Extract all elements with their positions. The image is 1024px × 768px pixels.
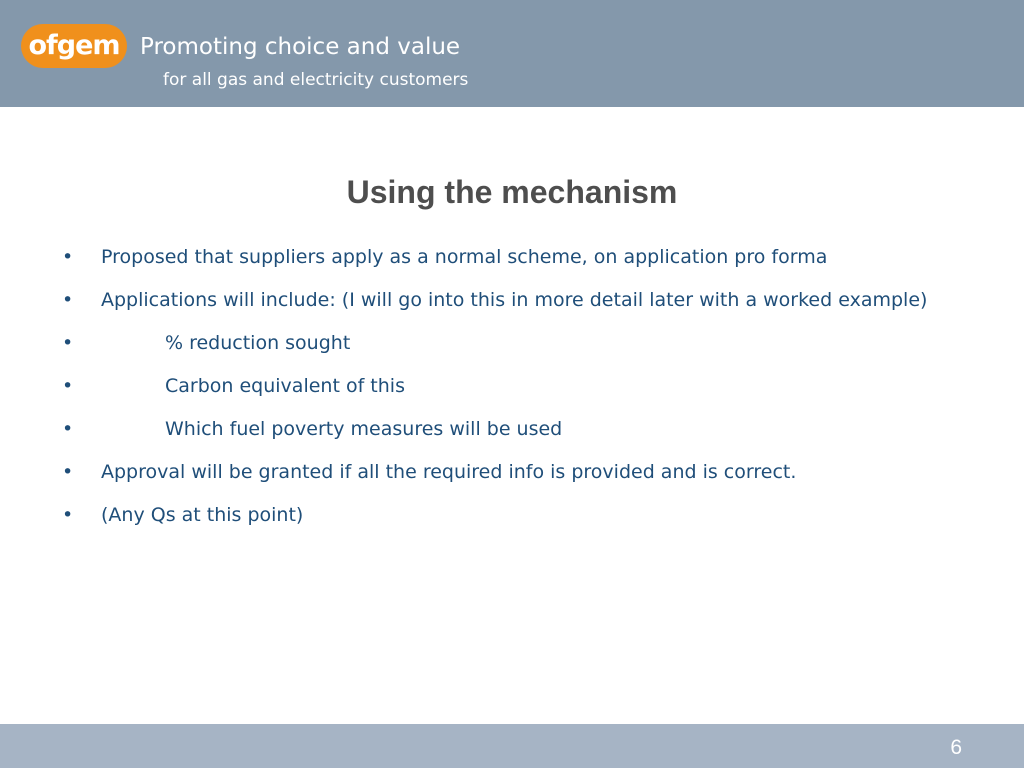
bullet-item: [60, 287, 960, 314]
bullet-item: [60, 459, 960, 486]
bullet-text: (Any Qs at this point): [101, 504, 304, 526]
bullet-dot-icon: •: [62, 289, 74, 311]
logo-text: ofgem: [28, 30, 120, 61]
bullet-item: [60, 330, 960, 357]
tagline-secondary: for all gas and electricity customers: [163, 70, 469, 90]
bullet-item: [60, 502, 960, 529]
bullet-item: [60, 244, 960, 271]
bullet-text: Applications will include: (I will go into this in more detail later with a worked example): [101, 289, 928, 311]
bullet-dot-icon: •: [62, 418, 74, 440]
bullet-text: Approval will be granted if all the required info is provided and is correct.: [101, 461, 797, 483]
bullet-dot-icon: •: [62, 504, 74, 526]
bullet-text: % reduction sought: [165, 332, 351, 354]
slide-title: Using the mechanism: [346, 174, 678, 210]
bullet-item: [60, 373, 960, 400]
page-number: 6: [950, 736, 962, 759]
tagline-primary: Promoting choice and value: [140, 34, 461, 60]
bullet-item: [60, 416, 960, 443]
header-band: [0, 0, 1024, 107]
bullet-text: Carbon equivalent of this: [165, 375, 405, 397]
ofgem-logo: [21, 24, 127, 68]
bullet-dot-icon: •: [62, 332, 74, 354]
bullet-dot-icon: •: [62, 375, 74, 397]
bullet-text: Proposed that suppliers apply as a normal scheme, on application pro forma: [101, 246, 828, 268]
bullet-dot-icon: •: [62, 461, 74, 483]
bullet-list: [60, 244, 960, 545]
bullet-dot-icon: •: [62, 246, 74, 268]
footer-band: [0, 724, 1024, 768]
bullet-text: Which fuel poverty measures will be used: [165, 418, 563, 440]
